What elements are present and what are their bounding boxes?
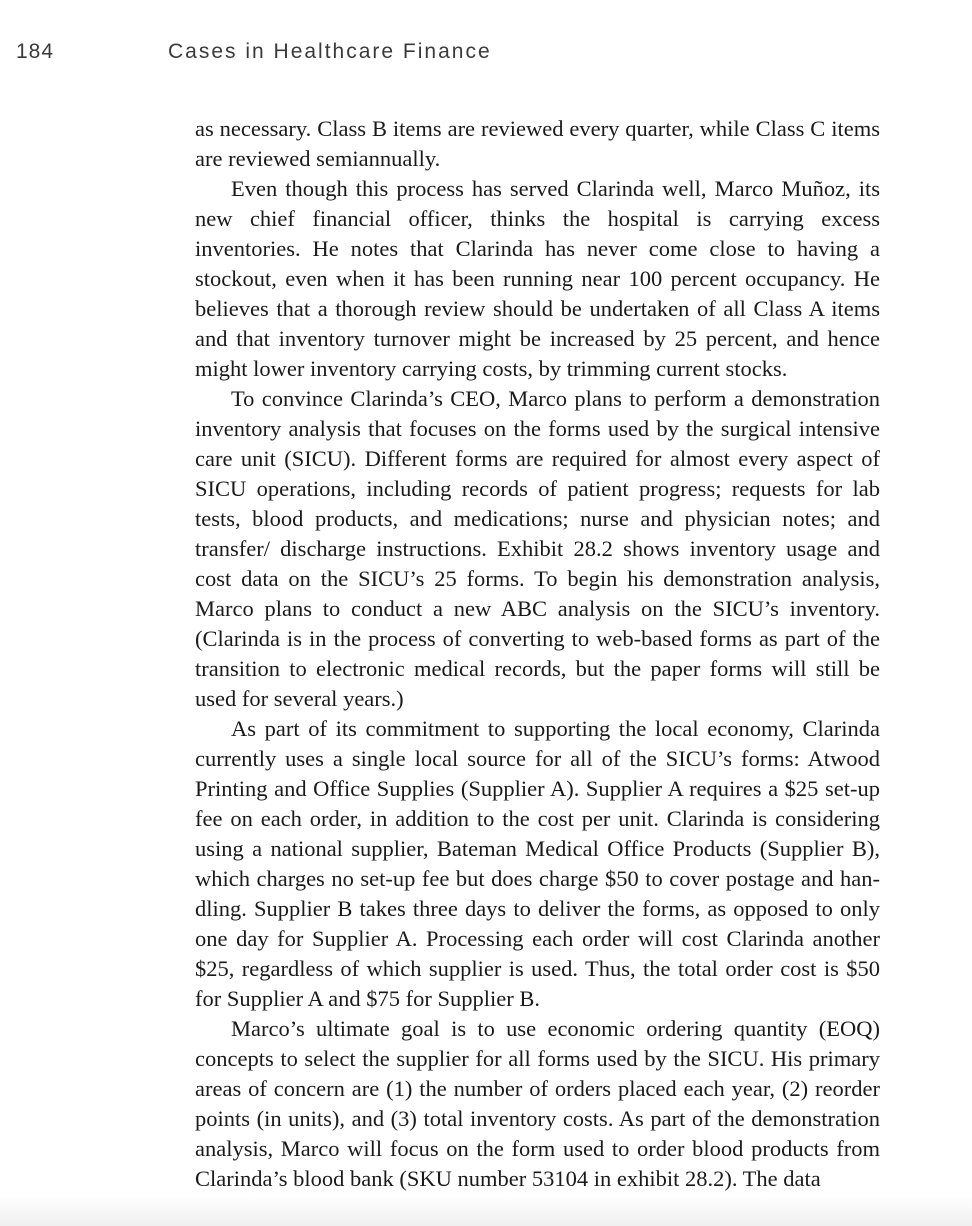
paragraph: Marco’s ultimate goal is to use economic ordering quantity (EOQ) concepts to select the supplier for all forms used by the SICU. His primary areas of concern are (1) the number of orders placed each year, (2) reorder points (in units), and (3) total inventory costs. As part of the demonstration analysis, Marco will focus on the form used to order blood products from Clarinda’s blood bank (SKU number 53104 in exhibit 28.2). The data — [195, 1016, 880, 1191]
paragraph: To convince Clarinda’s CEO, Marco plans to perform a demonstration inventory analysis that focuses on the forms used by the surgical intensive care unit (SICU). Different forms are required for almost every aspect of SICU operations, including records of patient progress; requests for lab tests, blood products, and medications; nurse and physician notes; and transfer/ discharge instructions. Exhibit 28.2 shows inventory usage and cost data on the SICU’s 25 forms. To begin his demonstration analysis, Marco plans to conduct a new ABC analysis on the SICU’s inventory. (Clarinda is in the process of converting to web-based forms as part of the transition to electronic medical records, but the paper forms will still be used for several years.) — [195, 386, 880, 711]
running-head — [0, 40, 972, 70]
paragraph: As part of its commitment to supporting the local economy, Clarinda currently uses a single local source for all of the SICU’s forms: Atwood Printing and Office Supplies (Supplier A). Supplier A requires a $25 set-up fee on each order, in addition to the cost per unit. Clarinda is considering using a national supplier, Bateman Medical Office Products (Supplier B), which charges no set-up fee but does charge $50 to cover postage and handling. Supplier B takes three days to deliver the forms, as opposed to only one day for Supplier A. Processing each order will cost Clarinda another $25, regardless of which supplier is used. Thus, the total order cost is $50 for Supplier A and $75 for Supplier B. — [195, 716, 880, 1011]
body-text — [195, 114, 880, 1194]
paragraph: Even though this process has served Clarinda well, Marco Muñoz, its new chief financial officer, thinks the hospital is carrying excess inventories. He notes that Clarinda has never come close to having a stockout, even when it has been running near 100 percent occupancy. He believes that a thorough review should be undertaken of all Class A items and that inventory turnover might be increased by 25 percent, and hence might lower inventory carrying costs, by trimming current stocks. — [195, 176, 880, 381]
running-title: Cases in Healthcare Finance — [168, 40, 492, 63]
page-number: 184 — [16, 40, 55, 63]
paragraph-continuation: as necessary. Class B items are reviewed every quarter, while Class C items are reviewed semiannually. — [195, 116, 880, 171]
page-bottom-edge — [0, 1196, 972, 1226]
